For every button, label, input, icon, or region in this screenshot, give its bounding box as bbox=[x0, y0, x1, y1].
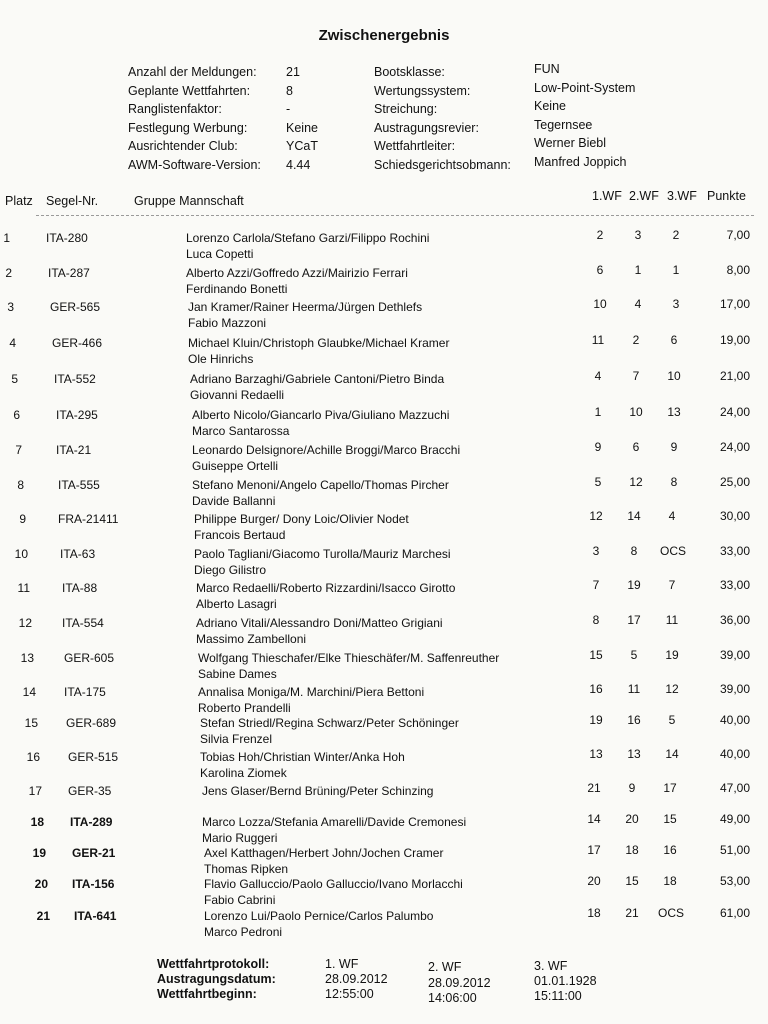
row-platz: 11 bbox=[17, 581, 30, 595]
row-wf3: 17 bbox=[663, 781, 677, 795]
row-crew-line1: Flavio Galluccio/Paolo Galluccio/Ivano Morlacchi bbox=[204, 877, 463, 891]
header-wf2: 2.WF bbox=[629, 189, 659, 203]
race1-date: 28.09.2012 bbox=[325, 972, 388, 986]
row-crew-line2: Marco Pedroni bbox=[204, 925, 283, 939]
row-platz: 21 bbox=[36, 909, 50, 923]
row-platz: 1 bbox=[3, 231, 10, 245]
row-segel-nr: ITA-552 bbox=[54, 372, 96, 386]
row-platz: 4 bbox=[9, 336, 16, 350]
row-punkte: 40,00 bbox=[719, 713, 750, 727]
meta-label: Geplante Wettfahrten: bbox=[128, 83, 251, 98]
meta-value: 4.44 bbox=[286, 157, 311, 172]
row-wf3: 19 bbox=[665, 648, 679, 662]
row-segel-nr: ITA-289 bbox=[70, 815, 113, 829]
row-crew-line2: Thomas Ripken bbox=[204, 862, 289, 876]
result-row bbox=[0, 369, 768, 406]
row-crew-line2: Mario Ruggeri bbox=[202, 831, 278, 845]
header-gruppe-mannschaft: Gruppe Mannschaft bbox=[134, 194, 244, 208]
row-wf1: 13 bbox=[589, 747, 603, 761]
row-wf1: 14 bbox=[587, 812, 601, 826]
row-platz: 6 bbox=[13, 408, 20, 422]
row-segel-nr: ITA-175 bbox=[64, 685, 106, 699]
result-row bbox=[0, 682, 768, 719]
row-wf1: 8 bbox=[592, 613, 600, 627]
meta-value: Manfred Joppich bbox=[534, 154, 627, 169]
row-segel-nr: ITA-554 bbox=[62, 616, 104, 630]
row-wf3: 4 bbox=[668, 509, 676, 523]
row-crew-line2: Ole Hinrichs bbox=[188, 352, 254, 366]
row-wf1: 9 bbox=[594, 440, 602, 454]
meta-value: Werner Biebl bbox=[534, 136, 607, 150]
row-platz: 13 bbox=[20, 651, 34, 665]
row-wf2: 19 bbox=[627, 578, 641, 592]
row-wf2: 20 bbox=[625, 812, 639, 826]
row-segel-nr: ITA-641 bbox=[74, 909, 117, 923]
meta-value: YCaT bbox=[286, 139, 318, 153]
row-wf3: 7 bbox=[668, 578, 676, 592]
row-wf1: 12 bbox=[589, 509, 603, 523]
row-crew-line1: Adriano Barzaghi/Gabriele Cantoni/Pietro Binda bbox=[190, 372, 445, 386]
row-platz: 3 bbox=[7, 300, 14, 314]
row-wf2: 15 bbox=[625, 874, 639, 888]
row-wf3: 18 bbox=[663, 874, 677, 888]
row-crew-line1: Marco Lozza/Stefania Amarelli/Davide Cremonesi bbox=[202, 815, 467, 829]
result-row bbox=[0, 440, 768, 477]
meta-label: Bootsklasse: bbox=[374, 65, 445, 79]
row-crew-line1: Lorenzo Lui/Paolo Pernice/Carlos Palumbo bbox=[204, 909, 434, 923]
row-platz: 7 bbox=[15, 443, 22, 457]
row-segel-nr: ITA-156 bbox=[72, 877, 115, 891]
result-row bbox=[0, 228, 768, 265]
row-crew-line2: Luca Copetti bbox=[186, 247, 254, 261]
row-crew-line1: Alberto Azzi/Goffredo Azzi/Mairizio Ferrari bbox=[186, 266, 408, 280]
result-row bbox=[0, 874, 768, 911]
meta-right-labels bbox=[374, 65, 511, 176]
row-wf3: 13 bbox=[667, 405, 681, 419]
row-punkte: 24,00 bbox=[719, 405, 750, 419]
row-segel-nr: GER-689 bbox=[66, 716, 117, 730]
row-platz: 10 bbox=[14, 547, 28, 561]
row-wf2: 4 bbox=[634, 297, 642, 311]
meta-value: Keine bbox=[286, 120, 318, 135]
row-segel-nr: GER-466 bbox=[52, 336, 103, 350]
row-wf2: 7 bbox=[632, 369, 640, 383]
row-punkte: 30,00 bbox=[719, 509, 750, 523]
result-row bbox=[0, 333, 768, 370]
meta-label: Ranglistenfaktor: bbox=[128, 102, 222, 116]
row-platz: 18 bbox=[30, 815, 44, 829]
row-crew-line2: Guiseppe Ortelli bbox=[192, 459, 279, 473]
race3-start: 15:11:00 bbox=[534, 989, 582, 1003]
row-wf2: 18 bbox=[625, 843, 639, 857]
meta-label: Festlegung Werbung: bbox=[128, 120, 248, 135]
header-wf3: 3.WF bbox=[667, 189, 697, 203]
row-crew-line2: Karolina Ziomek bbox=[200, 766, 287, 780]
row-segel-nr: ITA-295 bbox=[56, 408, 98, 422]
row-crew-line2: Fabio Mazzoni bbox=[188, 316, 267, 330]
row-crew-line1: Leonardo Delsignore/Achille Broggi/Marco Bracchi bbox=[192, 443, 461, 457]
row-crew-line1: Tobias Hoh/Christian Winter/Anka Hoh bbox=[200, 750, 405, 764]
result-row bbox=[0, 509, 768, 546]
header-wf1: 1.WF bbox=[592, 189, 622, 203]
row-wf2: 16 bbox=[627, 713, 641, 727]
row-crew-line1: Axel Katthagen/Herbert John/Jochen Cramer bbox=[204, 846, 444, 860]
row-wf2: 11 bbox=[627, 682, 641, 696]
row-wf3: 11 bbox=[665, 613, 679, 627]
row-crew-line1: Adriano Vitali/Alessandro Doni/Matteo Grigiani bbox=[196, 616, 443, 630]
row-wf1: 11 bbox=[591, 333, 605, 347]
meta-label: Streichung: bbox=[374, 102, 438, 116]
row-wf3: OCS bbox=[660, 544, 687, 558]
row-wf1: 19 bbox=[589, 713, 603, 727]
meta-label: Wertungssystem: bbox=[374, 83, 471, 98]
row-platz: 14 bbox=[22, 685, 36, 699]
row-wf2: 12 bbox=[629, 475, 643, 489]
row-segel-nr: ITA-280 bbox=[46, 231, 88, 245]
result-row bbox=[0, 713, 768, 750]
row-wf1: 4 bbox=[594, 369, 602, 383]
result-row bbox=[0, 578, 768, 615]
result-row bbox=[0, 405, 768, 442]
meta-left-labels bbox=[128, 65, 261, 176]
row-wf1: 21 bbox=[587, 781, 601, 795]
row-crew-line2: Massimo Zambelloni bbox=[196, 632, 307, 646]
race-protocol bbox=[0, 957, 768, 1007]
footer-label-date: Austragungsdatum: bbox=[157, 972, 276, 986]
meta-label: AWM-Software-Version: bbox=[128, 157, 261, 172]
row-wf3: 8 bbox=[670, 475, 678, 489]
row-crew-line1: Jan Kramer/Rainer Heerma/Jürgen Dethlefs bbox=[188, 300, 423, 314]
row-wf1: 15 bbox=[589, 648, 603, 662]
row-wf2: 5 bbox=[630, 648, 638, 662]
row-wf3: 3 bbox=[672, 297, 680, 311]
row-wf1: 18 bbox=[587, 906, 601, 920]
row-crew-line1: Wolfgang Thieschafer/Elke Thieschäfer/M. Saffenreuther bbox=[198, 651, 500, 665]
meta-value: Low-Point-System bbox=[534, 80, 636, 95]
row-punkte: 40,00 bbox=[719, 747, 750, 761]
row-segel-nr: FRA-21411 bbox=[58, 512, 119, 526]
row-crew-line1: Marco Redaelli/Roberto Rizzardini/Isacco Girotto bbox=[196, 581, 456, 595]
row-wf3: 1 bbox=[672, 263, 680, 277]
row-segel-nr: ITA-555 bbox=[58, 478, 100, 492]
row-crew-line2: Ferdinando Bonetti bbox=[186, 282, 288, 296]
row-wf1: 17 bbox=[587, 843, 601, 857]
header-segel-nr: Segel-Nr. bbox=[46, 194, 99, 208]
result-row bbox=[0, 747, 768, 784]
row-wf2: 9 bbox=[628, 781, 636, 795]
row-crew-line2: Diego Gilistro bbox=[194, 563, 267, 577]
row-wf3: 5 bbox=[668, 713, 676, 727]
meta-label: Austragungsrevier: bbox=[374, 120, 479, 135]
row-platz: 20 bbox=[34, 877, 48, 891]
row-wf2: 8 bbox=[630, 544, 638, 558]
row-wf2: 1 bbox=[634, 263, 642, 277]
page-title: Zwischenergebnis bbox=[318, 27, 450, 44]
row-crew-line2: Fabio Cabrini bbox=[204, 893, 276, 907]
row-wf2: 10 bbox=[629, 405, 643, 419]
row-punkte: 61,00 bbox=[719, 906, 750, 920]
row-punkte: 49,00 bbox=[719, 812, 750, 826]
row-platz: 17 bbox=[28, 784, 42, 798]
race2-start: 14:06:00 bbox=[428, 991, 477, 1005]
header-divider bbox=[36, 215, 754, 216]
race1-name: 1. WF bbox=[325, 957, 359, 971]
row-wf1: 5 bbox=[594, 475, 602, 489]
row-segel-nr: ITA-21 bbox=[56, 443, 92, 457]
row-segel-nr: ITA-63 bbox=[60, 547, 96, 561]
row-wf1: 6 bbox=[596, 263, 604, 277]
result-row bbox=[0, 812, 768, 849]
row-wf3: OCS bbox=[658, 906, 685, 920]
row-platz: 16 bbox=[26, 750, 40, 764]
row-wf1: 16 bbox=[589, 682, 603, 696]
row-wf2: 6 bbox=[632, 440, 640, 454]
row-platz: 19 bbox=[32, 846, 46, 860]
row-wf2: 21 bbox=[625, 906, 639, 920]
footer-label-protocol: Wettfahrtprotokoll: bbox=[157, 957, 270, 971]
row-crew-line2: Francois Bertaud bbox=[194, 528, 286, 542]
row-wf3: 14 bbox=[665, 747, 679, 761]
row-wf1: 3 bbox=[592, 544, 600, 558]
row-platz: 5 bbox=[11, 372, 18, 386]
row-wf2: 2 bbox=[632, 333, 640, 347]
row-crew-line2: Marco Santarossa bbox=[192, 424, 290, 438]
row-crew-line2: Davide Ballanni bbox=[192, 494, 276, 508]
row-platz: 2 bbox=[5, 266, 12, 280]
row-crew-line1: Paolo Tagliani/Giacomo Turolla/Mauriz Marchesi bbox=[194, 547, 451, 561]
result-row bbox=[0, 475, 768, 512]
row-crew-line2: Alberto Lasagri bbox=[196, 597, 277, 611]
header-punkte: Punkte bbox=[707, 189, 746, 203]
row-wf3: 16 bbox=[663, 843, 677, 857]
row-segel-nr: ITA-287 bbox=[48, 266, 90, 280]
row-platz: 15 bbox=[24, 716, 38, 730]
row-wf3: 12 bbox=[665, 682, 679, 696]
meta-value: 8 bbox=[286, 83, 293, 98]
row-crew-line1: Stefan Striedl/Regina Schwarz/Peter Schöninger bbox=[200, 716, 459, 730]
row-punkte: 21,00 bbox=[719, 369, 750, 383]
row-punkte: 25,00 bbox=[719, 475, 750, 489]
race3-name: 3. WF bbox=[534, 959, 568, 973]
row-punkte: 17,00 bbox=[719, 297, 750, 311]
meta-value: FUN bbox=[534, 62, 560, 76]
row-segel-nr: GER-515 bbox=[68, 750, 119, 764]
row-crew-line1: Annalisa Moniga/M. Marchini/Piera Bettoni bbox=[198, 685, 425, 699]
meta-left-values bbox=[286, 65, 318, 176]
row-segel-nr: GER-565 bbox=[50, 300, 101, 314]
row-crew-line1: Jens Glaser/Bernd Brüning/Peter Schinzing bbox=[202, 784, 434, 798]
result-row bbox=[0, 843, 768, 880]
row-punkte: 33,00 bbox=[719, 578, 750, 592]
race2-name: 2. WF bbox=[428, 960, 462, 974]
result-row bbox=[0, 297, 768, 334]
result-row bbox=[0, 613, 768, 650]
row-platz: 8 bbox=[17, 478, 24, 492]
row-punkte: 19,00 bbox=[719, 333, 750, 347]
race1-start: 12:55:00 bbox=[325, 987, 374, 1001]
row-punkte: 8,00 bbox=[726, 263, 750, 277]
row-segel-nr: GER-21 bbox=[72, 846, 116, 860]
row-punkte: 7,00 bbox=[726, 228, 750, 242]
meta-value: 21 bbox=[286, 65, 300, 79]
row-punkte: 53,00 bbox=[719, 874, 750, 888]
result-row bbox=[0, 648, 768, 685]
row-segel-nr: GER-605 bbox=[64, 651, 115, 665]
header-platz: Platz bbox=[5, 194, 33, 208]
row-platz: 9 bbox=[19, 512, 26, 526]
row-punkte: 39,00 bbox=[719, 648, 750, 662]
row-wf2: 3 bbox=[634, 228, 642, 242]
race3-date: 01.01.1928 bbox=[534, 974, 597, 988]
row-crew-line1: Alberto Nicolo/Giancarlo Piva/Giuliano Mazzuchi bbox=[192, 408, 450, 422]
row-wf3: 9 bbox=[670, 440, 678, 454]
row-crew-line1: Lorenzo Carlola/Stefano Garzi/Filippo Rochini bbox=[186, 231, 430, 245]
row-segel-nr: ITA-88 bbox=[62, 581, 98, 595]
row-punkte: 39,00 bbox=[719, 682, 750, 696]
row-segel-nr: GER-35 bbox=[68, 784, 112, 798]
row-crew-line1: Michael Kluin/Christoph Glaubke/Michael Kramer bbox=[188, 336, 450, 350]
meta-value: - bbox=[286, 102, 291, 116]
row-wf1: 7 bbox=[592, 578, 600, 592]
result-row bbox=[0, 906, 768, 943]
row-crew-line1: Stefano Menoni/Angelo Capello/Thomas Pircher bbox=[192, 478, 449, 492]
row-wf1: 20 bbox=[587, 874, 601, 888]
row-punkte: 51,00 bbox=[719, 843, 750, 857]
row-wf3: 6 bbox=[670, 333, 678, 347]
meta-label: Anzahl der Meldungen: bbox=[128, 65, 257, 79]
result-row bbox=[0, 781, 768, 818]
row-crew-line2: Sabine Dames bbox=[198, 667, 277, 681]
result-row bbox=[0, 544, 768, 581]
row-crew-line2: Roberto Prandelli bbox=[198, 701, 291, 715]
row-punkte: 47,00 bbox=[719, 781, 750, 795]
row-punkte: 36,00 bbox=[719, 613, 750, 627]
row-wf3: 10 bbox=[667, 369, 681, 383]
row-wf2: 13 bbox=[627, 747, 641, 761]
footer-label-start: Wettfahrtbeginn: bbox=[157, 987, 257, 1001]
meta-label: Schiedsgerichtsobmann: bbox=[374, 157, 511, 172]
row-punkte: 33,00 bbox=[719, 544, 750, 558]
row-crew-line1: Philippe Burger/ Dony Loic/Olivier Nodet bbox=[194, 512, 409, 526]
meta-value: Tegernsee bbox=[534, 117, 593, 132]
row-wf2: 17 bbox=[627, 613, 641, 627]
meta-right-values bbox=[534, 62, 635, 173]
row-wf3: 15 bbox=[663, 812, 677, 826]
meta-label: Wettfahrtleiter: bbox=[374, 139, 456, 153]
row-wf2: 14 bbox=[627, 509, 641, 523]
race2-date: 28.09.2012 bbox=[428, 976, 491, 990]
row-platz: 12 bbox=[18, 616, 32, 630]
result-row bbox=[0, 263, 768, 300]
row-wf1: 1 bbox=[594, 405, 602, 419]
row-crew-line2: Giovanni Redaelli bbox=[190, 388, 285, 402]
meta-value: Keine bbox=[534, 99, 566, 113]
row-wf1: 2 bbox=[596, 228, 604, 242]
row-crew-line2: Silvia Frenzel bbox=[200, 732, 273, 746]
row-punkte: 24,00 bbox=[719, 440, 750, 454]
meta-label: Ausrichtender Club: bbox=[128, 139, 238, 153]
row-wf1: 10 bbox=[593, 297, 607, 311]
row-wf3: 2 bbox=[672, 228, 680, 242]
